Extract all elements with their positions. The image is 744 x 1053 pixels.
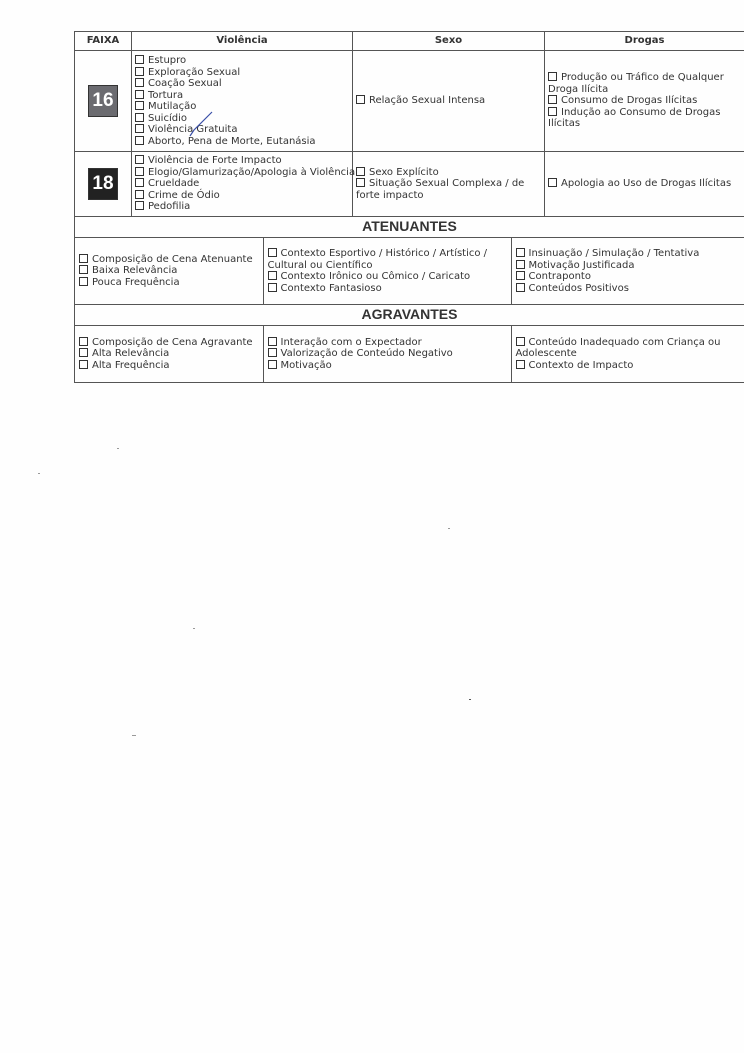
checkbox-icon[interactable] <box>135 136 144 145</box>
checkbox-icon[interactable] <box>516 260 525 269</box>
checkbox-item[interactable]: Tortura <box>135 90 349 102</box>
header-drogas: Drogas <box>545 32 744 51</box>
checkbox-item[interactable]: Consumo de Drogas Ilícitas <box>548 95 741 107</box>
header-violencia: Violência <box>132 32 353 51</box>
rating-18-badge: 18 <box>88 168 118 200</box>
checkbox-icon[interactable] <box>79 360 88 369</box>
checkbox-icon[interactable] <box>135 190 144 199</box>
atenuantes-title: ATENUANTES <box>75 217 744 238</box>
checkbox-icon[interactable] <box>135 55 144 64</box>
scan-speck <box>38 473 40 474</box>
checkbox-item[interactable]: Alta Frequência <box>79 360 259 372</box>
row-18 <box>75 152 744 217</box>
check-mark-icon <box>188 108 214 138</box>
checkbox-item[interactable]: Suicídio <box>135 113 349 125</box>
checkbox-icon[interactable] <box>268 337 277 346</box>
atenuantes-col2 <box>263 238 511 304</box>
scan-speck <box>448 528 450 529</box>
checkbox-item[interactable]: Composição de Cena Atenuante <box>79 254 259 266</box>
checkbox-item[interactable]: Motivação Justificada <box>516 260 742 272</box>
faixa-cell <box>75 152 132 217</box>
checkbox-item[interactable]: Estupro <box>135 55 349 67</box>
checkbox-item[interactable]: Apologia ao Uso de Drogas Ilícitas <box>548 178 741 190</box>
checkbox-item[interactable]: Pouca Frequência <box>79 277 259 289</box>
checkbox-icon[interactable] <box>135 201 144 210</box>
checkbox-icon[interactable] <box>268 271 277 280</box>
checkbox-icon[interactable] <box>548 72 557 81</box>
checkbox-icon[interactable] <box>79 277 88 286</box>
checkbox-icon[interactable] <box>356 178 365 187</box>
checkbox-item-checked[interactable]: Violência Gratuita <box>135 124 349 136</box>
checkbox-item[interactable]: Situação Sexual Complexa / de forte impacto <box>356 178 525 201</box>
checkbox-icon[interactable] <box>516 271 525 280</box>
checkbox-item[interactable]: Indução ao Consumo de Drogas Ilícitas <box>548 106 721 130</box>
agravantes-row <box>75 326 744 383</box>
checkbox-item[interactable]: Elogio/Glamurização/Apologia à Violência <box>135 167 349 179</box>
checkbox-item[interactable]: Exploração Sexual <box>135 67 349 79</box>
agravantes-grid <box>75 326 744 382</box>
checkbox-icon[interactable] <box>268 283 277 292</box>
checkbox-item[interactable]: Motivação <box>268 360 507 372</box>
checkbox-icon[interactable] <box>516 248 525 257</box>
checkbox-icon[interactable] <box>548 95 557 104</box>
checkbox-item[interactable]: Contexto Irônico ou Cômico / Caricato <box>268 271 507 283</box>
scan-speck <box>132 735 136 736</box>
checkbox-item[interactable]: Aborto, Pena de Morte, Eutanásia <box>135 136 349 148</box>
checkbox-item[interactable]: Contraponto <box>516 271 742 283</box>
checkbox-icon[interactable] <box>135 67 144 76</box>
checkbox-item[interactable]: Coação Sexual <box>135 78 349 90</box>
atenuantes-col3 <box>511 238 744 304</box>
header-faixa: FAIXA <box>75 32 132 51</box>
scan-speck <box>469 699 471 700</box>
checkbox-icon[interactable] <box>268 348 277 357</box>
violencia-18-cell <box>132 152 356 217</box>
atenuantes-row <box>75 238 744 305</box>
faixa-cell <box>75 51 132 152</box>
agravantes-col3 <box>511 326 744 382</box>
checkbox-icon[interactable] <box>516 337 525 346</box>
checkbox-icon[interactable] <box>516 360 525 369</box>
checkbox-item[interactable]: Interação com o Expectador <box>268 337 507 349</box>
rating-16-badge: 16 <box>88 85 118 117</box>
agravantes-title-row <box>75 305 744 326</box>
checkbox-icon[interactable] <box>135 101 144 110</box>
header-sexo: Sexo <box>353 32 545 51</box>
checkbox-item[interactable]: Contexto Fantasioso <box>268 283 507 295</box>
classification-form <box>74 31 744 383</box>
checkbox-icon[interactable] <box>79 337 88 346</box>
atenuantes-grid <box>75 238 744 304</box>
checkbox-icon[interactable] <box>135 178 144 187</box>
sexo-18-cell <box>353 152 545 217</box>
checkbox-checked-icon[interactable] <box>135 124 144 133</box>
drogas-18-cell <box>545 152 744 217</box>
checkbox-icon[interactable] <box>516 283 525 292</box>
checkbox-icon[interactable] <box>268 360 277 369</box>
agravantes-col1 <box>75 326 263 382</box>
row-16 <box>75 51 744 152</box>
drogas-16-cell <box>545 51 744 152</box>
checkbox-icon[interactable] <box>548 178 557 187</box>
checkbox-item[interactable]: Alta Relevância <box>79 348 259 360</box>
violencia-16-cell <box>132 51 353 152</box>
checkbox-icon[interactable] <box>135 167 144 176</box>
checkbox-icon[interactable] <box>79 348 88 357</box>
checkbox-item[interactable]: Baixa Relevância <box>79 265 259 277</box>
checkbox-item[interactable]: Produção ou Tráfico de Qualquer Droga Ilícita <box>548 72 724 95</box>
checkbox-item[interactable]: Crime de Ódio <box>135 190 349 202</box>
checkbox-item[interactable]: Crueldade <box>135 178 349 190</box>
checkbox-item[interactable]: Violência de Forte Impacto <box>135 155 349 167</box>
classification-table <box>74 31 744 383</box>
checkbox-item[interactable]: Contexto Esportivo / Histórico / Artístico / Cultural ou Científico <box>267 248 488 271</box>
checkbox-icon[interactable] <box>79 265 88 274</box>
sexo-16-cell <box>353 51 545 152</box>
atenuantes-title-row <box>75 217 744 238</box>
checkbox-item[interactable]: Conteúdo Inadequado com Criança ou Adolescente <box>515 336 721 360</box>
header-row <box>75 32 744 51</box>
checkbox-item[interactable]: Sexo Explícito <box>356 167 541 179</box>
checkbox-icon[interactable] <box>268 248 277 257</box>
checkbox-icon[interactable] <box>135 90 144 99</box>
scan-speck <box>117 448 119 449</box>
checkbox-item[interactable]: Mutilação <box>135 101 349 113</box>
checkbox-item[interactable]: Pedofilia <box>135 201 349 213</box>
checkbox-icon[interactable] <box>548 107 557 116</box>
checkbox-icon[interactable] <box>135 155 144 164</box>
checkbox-icon[interactable] <box>356 167 365 176</box>
checkbox-item[interactable]: Insinuação / Simulação / Tentativa <box>516 248 742 260</box>
agravantes-col2 <box>263 326 511 382</box>
checkbox-item[interactable]: Conteúdos Positivos <box>516 283 742 295</box>
checkbox-icon[interactable] <box>135 113 144 122</box>
atenuantes-col1 <box>75 238 263 304</box>
checkbox-icon[interactable] <box>356 95 365 104</box>
checkbox-item[interactable]: Relação Sexual Intensa <box>356 95 541 107</box>
checkbox-icon[interactable] <box>135 78 144 87</box>
checkbox-item[interactable]: Valorização de Conteúdo Negativo <box>268 348 507 360</box>
agravantes-title: AGRAVANTES <box>75 305 744 326</box>
scan-speck <box>193 628 195 629</box>
checkbox-item[interactable]: Contexto de Impacto <box>516 360 742 372</box>
checkbox-icon[interactable] <box>79 254 88 263</box>
checkbox-item[interactable]: Composição de Cena Agravante <box>79 337 259 349</box>
